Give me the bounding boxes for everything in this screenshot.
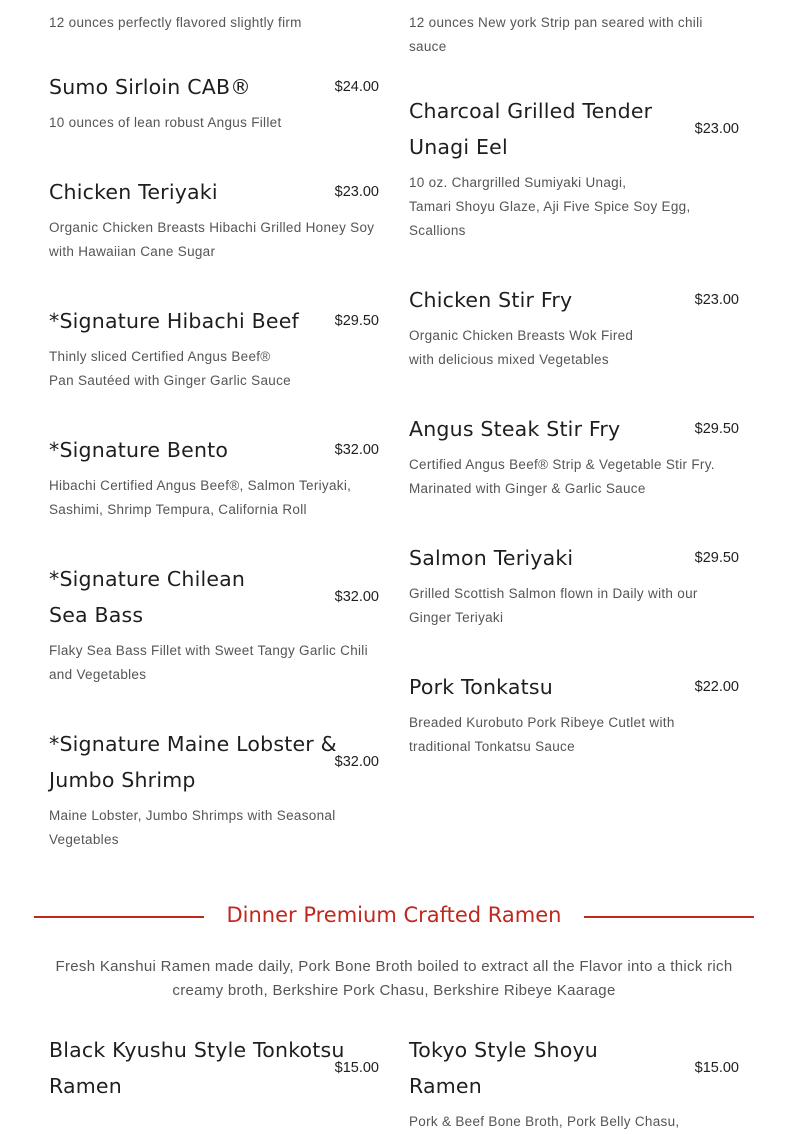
menu-item	[49, 174, 379, 264]
menu-item	[409, 93, 739, 243]
item-description: Organic Chicken Breasts Wok Fired with delicious mixed Vegetables	[409, 328, 634, 367]
item-name: *Signature Maine Lobster & Jumbo Shrimp	[49, 732, 337, 792]
item-price: $23.00	[334, 184, 379, 200]
item-price: $24.00	[334, 79, 379, 95]
item-description: 12 ounces perfectly flavored slightly firm	[49, 15, 302, 30]
item-price: $23.00	[694, 292, 739, 308]
item-description: 10 ounces of lean robust Angus Fillet	[49, 115, 282, 130]
item-name: Pork Tonkatsu	[409, 675, 553, 699]
item-name: *Signature Bento	[49, 438, 229, 462]
item-name: Chicken Stir Fry	[409, 288, 573, 312]
menu-item	[409, 1032, 739, 1134]
menu-item	[409, 282, 739, 372]
item-name: Charcoal Grilled Tender Unagi Eel	[409, 99, 653, 159]
section-intro: Fresh Kanshui Ramen made daily, Pork Bone Broth boiled to extract all the Flavor into a thick rich creamy broth, Berkshire Pork Chasu, Berkshire Ribeye Kaarage	[55, 958, 733, 999]
menu-item	[409, 411, 739, 501]
item-name: Salmon Teriyaki	[409, 546, 574, 570]
item-price: $15.00	[694, 1060, 739, 1076]
item-description: Organic Chicken Breasts Hibachi Grilled Honey Soy with Hawaiian Cane Sugar	[49, 220, 375, 259]
item-price: $15.00	[334, 1060, 379, 1076]
menu-item	[49, 726, 379, 852]
item-price: $23.00	[694, 121, 739, 137]
item-description: Flaky Sea Bass Fillet with Sweet Tangy Garlic Chili and Vegetables	[49, 643, 368, 682]
item-description: 10 oz. Chargrilled Sumiyaki Unagi, Tamari Shoyu Glaze, Aji Five Spice Soy Egg, Scallions	[409, 175, 691, 238]
item-description: Pork & Beef Bone Broth, Pork Belly Chasu,	[409, 1114, 680, 1129]
item-price: $22.00	[694, 679, 739, 695]
item-description: Thinly sliced Certified Angus Beef® Pan Sautéed with Ginger Garlic Sauce	[49, 349, 291, 388]
menu-item	[409, 669, 739, 759]
item-name: Angus Steak Stir Fry	[409, 417, 621, 441]
item-name: Sumo Sirloin CAB®	[49, 75, 251, 99]
item-description: Maine Lobster, Jumbo Shrimps with Seasonal Vegetables	[49, 808, 336, 847]
item-description: Breaded Kurobuto Pork Ribeye Cutlet with traditional Tonkatsu Sauce	[409, 715, 675, 754]
item-name: Chicken Teriyaki	[49, 180, 218, 204]
item-price: $29.50	[694, 550, 739, 566]
section-title: Dinner Premium Crafted Ramen	[226, 903, 562, 927]
menu-item	[409, 540, 739, 630]
menu-item	[49, 303, 379, 393]
section-heading	[34, 897, 754, 933]
menu-item	[49, 561, 379, 687]
item-name: Tokyo Style Shoyu Ramen	[409, 1038, 598, 1098]
item-price: $32.00	[334, 442, 379, 458]
item-name: Black Kyushu Style Tonkotsu Ramen	[49, 1038, 345, 1098]
item-price: $29.50	[694, 421, 739, 437]
menu-item	[49, 69, 379, 135]
item-description: Certified Angus Beef® Strip & Vegetable Stir Fry. Marinated with Ginger & Garlic Sauce	[409, 457, 715, 496]
item-name: *Signature Hibachi Beef	[49, 309, 299, 333]
item-description: 12 ounces New york Strip pan seared with chili sauce	[409, 15, 703, 54]
item-price: $32.00	[334, 754, 379, 770]
item-name: *Signature Chilean Sea Bass	[49, 567, 246, 627]
item-description: Grilled Scottish Salmon flown in Daily with our Ginger Teriyaki	[409, 586, 698, 625]
item-description: Hibachi Certified Angus Beef®, Salmon Teriyaki, Sashimi, Shrimp Tempura, California Roll	[49, 478, 352, 517]
item-price: $32.00	[334, 589, 379, 605]
item-price: $29.50	[334, 313, 379, 329]
menu-item	[49, 432, 379, 522]
menu-item	[49, 1032, 379, 1104]
